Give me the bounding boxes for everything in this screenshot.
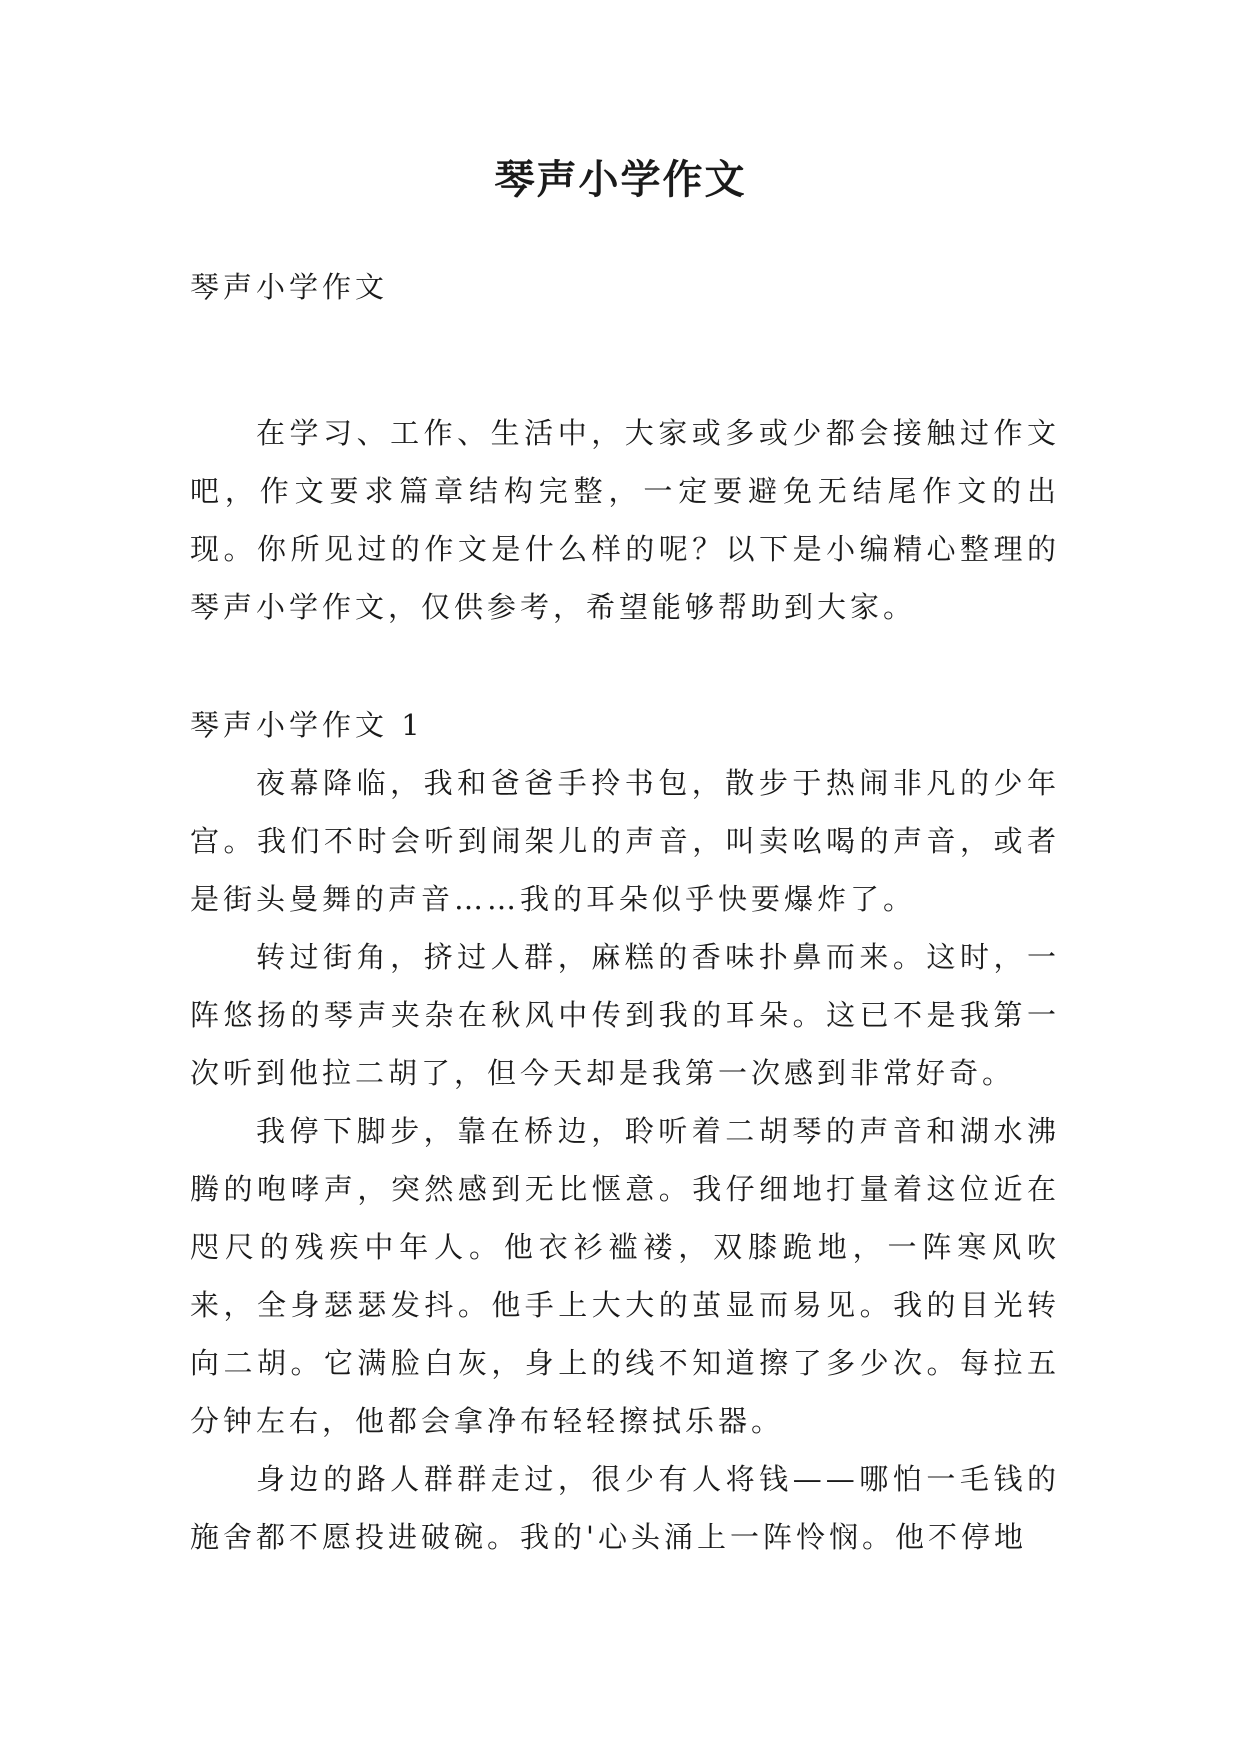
document-title: 琴声小学作文	[494, 156, 747, 203]
essay-paragraph: 我停下脚步，靠在桥边，聆听着二胡琴的声音和湖水沸腾的咆哮声，突然感到无比惬意。我仔细地打量着这位近在咫尺的残疾中年人。他衣衫褴褛，双膝跪地，一阵寒风吹来，全身瑟瑟发抖。他手上大大的茧显而易见。我的目光转向二胡。它满脸白灰，身上的线不知道擦了多少次。每拉五分钟左右，他都会拿净布轻轻擦拭乐器。	[190, 1114, 1060, 1438]
essay-paragraph: 转过街角，挤过人群，麻糕的香味扑鼻而来。这时，一阵悠扬的琴声夹杂在秋风中传到我的耳朵。这已不是我第一次听到他拉二胡了，但今天却是我第一次感到非常好奇。	[190, 940, 1060, 1090]
essay-paragraph: 身边的路人群群走过，很少有人将钱——哪怕一毛钱的施舍都不愿投进破碗。我的'心头涌上一阵怜悯。他不停地	[190, 1462, 1060, 1554]
essay-paragraph: 夜幕降临，我和爸爸手拎书包，散步于热闹非凡的少年宫。我们不时会听到闹架儿的声音，叫卖吆喝的声音，或者是街头曼舞的声音……我的耳朵似乎快要爆炸了。	[190, 766, 1060, 916]
essay-body	[190, 754, 1060, 1566]
document-subtitle: 琴声小学作文	[190, 270, 389, 304]
intro-paragraph: 在学习、工作、生活中，大家或多或少都会接触过作文吧，作文要求篇章结构完整，一定要避免无结尾作文的出现。你所见过的作文是什么样的呢？以下是小编精心整理的琴声小学作文，仅供参考，希望能够帮助到大家。	[190, 416, 1060, 624]
section-heading: 琴声小学作文 1	[190, 708, 424, 742]
